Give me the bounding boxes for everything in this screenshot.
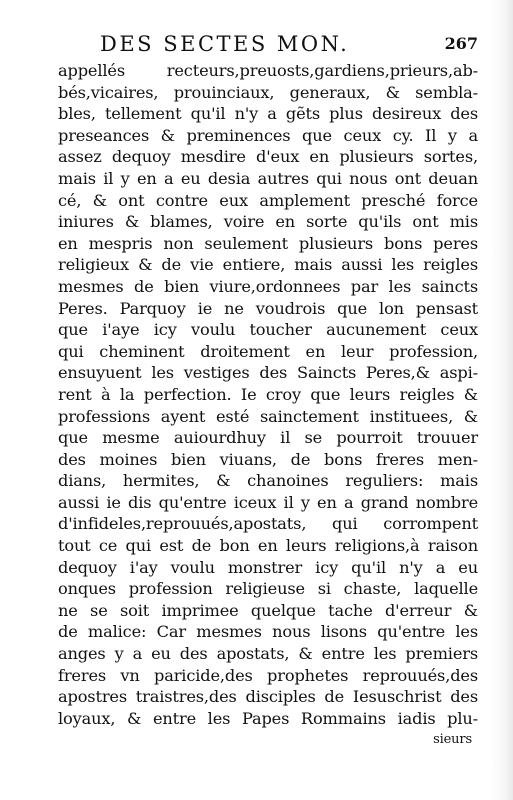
- text-line: rent à la perfection. Ie croy que leurs reigles &: [58, 384, 478, 404]
- text-line: ensuyuent les vestiges des Saincts Peres,& aspi-: [58, 363, 478, 383]
- text-line: qui cheminent droitement en leur profession,: [58, 341, 478, 361]
- running-title: DES SECTES MON.: [100, 32, 350, 56]
- text-line: d'infideles,reprouués,apostats, qui corrompent: [58, 514, 478, 534]
- text-line: en mespris non seulement plusieurs bons peres: [58, 233, 478, 253]
- text-line: mais il y en a eu desia autres qui nous ont deuan: [58, 168, 478, 188]
- text-line: appellés recteurs,preuosts,gardiens,prieurs,ab-: [58, 61, 478, 80]
- page-number: 267: [444, 34, 478, 53]
- text-line: freres vn paricide,des prophetes reprouués,des: [58, 665, 478, 685]
- text-line: dians, hermites, & chanoines reguliers: mais: [58, 471, 478, 491]
- text-line: apostres traistres,des disciples de Iesuschrist des: [58, 687, 478, 707]
- book-page: [58, 26, 478, 751]
- text-line: onques profession religieuse si chaste, laquelle: [58, 579, 478, 599]
- page-edge-shadow: [491, 0, 513, 800]
- text-line: iniures & blames, voire en sorte qu'ils ont mis: [58, 212, 478, 232]
- text-line: ne se soit imprimee quelque tache d'erreur &: [58, 600, 478, 620]
- running-head: [58, 26, 478, 60]
- text-line: assez dequoy mesdire d'eux en plusieurs sortes,: [58, 147, 478, 167]
- text-line: mesmes de bien viure,ordonnees par les saincts: [58, 276, 478, 296]
- text-line: des moines bien viuans, de bons freres men-: [58, 449, 478, 469]
- text-line: Peres. Parquoy ie ne voudrois que lon pensast: [58, 298, 478, 318]
- text-line: de malice: Car mesmes nous lisons qu'entre les: [58, 622, 478, 642]
- text-body: [58, 60, 478, 751]
- text-line: professions ayent esté sainctement instituees, &: [58, 406, 478, 426]
- text-line: anges y a eu des apostats, & entre les premiers: [58, 644, 478, 664]
- text-line: que mesme auiourdhuy il se pourroit trouuer: [58, 428, 478, 448]
- text-line: dequoy i'ay voulu monstrer icy qu'il n'y a eu: [58, 557, 478, 577]
- text-line: bés,vicaires, prouinciaux, generaux, & sembla-: [58, 82, 478, 102]
- catchword: sieurs: [433, 732, 472, 748]
- text-line: religieux & de vie entiere, mais aussi les reigles: [58, 255, 478, 275]
- text-line: cé, & ont contre eux amplement presché force: [58, 190, 478, 210]
- text-line: preseances & preminences que ceux cy. Il y a: [58, 125, 478, 145]
- text-line: que i'aye icy voulu toucher aucunement ceux: [58, 320, 478, 340]
- text-line: aussi ie dis qu'entre iceux il y en a grand nombre: [58, 492, 478, 512]
- text-line: bles, tellement qu'il n'y a gẽts plus desireux des: [58, 104, 478, 124]
- text-line: tout ce qui est de bon en leurs religions,à raison: [58, 536, 478, 556]
- text-line: loyaux, & entre les Papes Rommains iadis plu-: [58, 708, 478, 728]
